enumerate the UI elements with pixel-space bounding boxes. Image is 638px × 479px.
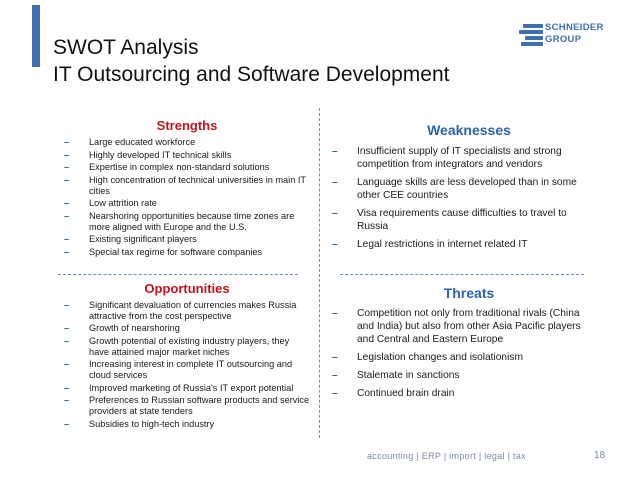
opportunities-item-text: Increasing interest in complete IT outsourcing and cloud services xyxy=(89,359,293,380)
title-line-1: SWOT Analysis xyxy=(53,36,199,59)
opportunities-item-text: Growth of nearshoring xyxy=(89,323,180,334)
strengths-item xyxy=(64,247,310,258)
bullet-dash-icon: – xyxy=(64,418,70,429)
threats-heading: Threats xyxy=(443,285,495,301)
opportunities-item xyxy=(64,336,310,357)
threats-item-text: Legislation changes and isolationism xyxy=(357,352,523,363)
opportunities-quadrant xyxy=(64,281,310,431)
opportunities-item-text: Significant devaluation of currencies makes Russia attractive from the cost perspective xyxy=(89,300,297,321)
opportunities-list xyxy=(64,300,310,429)
strengths-item-text: Expertise in complex non-standard solutions xyxy=(89,162,270,173)
title-accent-bar xyxy=(32,5,40,67)
strengths-item xyxy=(64,234,310,245)
opportunities-item xyxy=(64,419,310,430)
weaknesses-item xyxy=(332,145,592,171)
logo-line-2: GROUP xyxy=(545,34,582,45)
opportunities-item-text: Subsidies to high-tech industry xyxy=(89,418,215,429)
bullet-dash-icon: – xyxy=(64,395,70,406)
bullet-dash-icon: – xyxy=(332,146,338,157)
opportunities-item xyxy=(64,359,310,380)
opportunities-item-text: Improved marketing of Russia's IT export potential xyxy=(89,382,294,393)
strengths-item-text: Highly developed IT technical skills xyxy=(89,149,232,160)
bullet-dash-icon: – xyxy=(64,234,70,245)
opportunities-item-text: Preferences to Russian software products and service providers at state tenders xyxy=(89,395,310,416)
bullet-dash-icon: – xyxy=(64,175,70,186)
bullet-dash-icon: – xyxy=(332,308,338,319)
opportunities-item xyxy=(64,383,310,394)
weaknesses-item xyxy=(332,176,592,202)
strengths-item xyxy=(64,137,310,148)
threats-item xyxy=(332,387,592,400)
threats-quadrant xyxy=(332,285,592,405)
bullet-dash-icon: – xyxy=(64,323,70,334)
bullet-dash-icon: – xyxy=(64,162,70,173)
strengths-item-text: Low attrition rate xyxy=(89,198,157,209)
weaknesses-item-text: Insufficient supply of IT specialists and strong competition from integrators and vendors xyxy=(357,146,562,170)
weaknesses-item xyxy=(332,207,592,233)
logo-mark-icon xyxy=(517,24,543,46)
bullet-dash-icon: – xyxy=(332,352,338,363)
strengths-item-text: Existing significant players xyxy=(89,234,197,245)
opportunities-item xyxy=(64,300,310,321)
opportunities-item-text: Growth potential of existing industry players, they have attained major market niches xyxy=(89,335,290,357)
bullet-dash-icon: – xyxy=(64,335,70,346)
bullet-dash-icon: – xyxy=(64,300,70,310)
weaknesses-item-text: Visa requirements cause difficulties to travel to Russia xyxy=(357,208,567,232)
footer-nav-text: accounting | ERP | import | legal | tax xyxy=(367,451,526,461)
strengths-item xyxy=(64,211,310,232)
threats-item-text: Continued brain drain xyxy=(357,388,455,399)
title-line-2: IT Outsourcing and Software Development xyxy=(53,63,450,86)
threats-item xyxy=(332,369,592,382)
bullet-dash-icon: – xyxy=(332,239,338,250)
weaknesses-quadrant xyxy=(332,122,592,256)
strengths-item-text: Nearshoring opportunities because time zones are more aligned with Europe and the U.S. xyxy=(89,211,295,232)
quadrant-divider-right xyxy=(340,274,584,275)
slide-title xyxy=(53,34,450,88)
bullet-dash-icon: – xyxy=(64,137,70,147)
quadrant-divider-vertical xyxy=(319,108,320,438)
threats-item-text: Competition not only from traditional rivals (China and India) but also from other Asia Pacific players and Central and Eastern Europe xyxy=(357,308,581,345)
threats-list xyxy=(332,307,592,400)
weaknesses-item xyxy=(332,238,592,251)
logo-wordmark xyxy=(545,22,604,46)
strengths-item-text: Large educated workforce xyxy=(89,137,196,147)
weaknesses-list xyxy=(332,145,592,251)
strengths-item-text: Special tax regime for software companies xyxy=(89,247,263,257)
threats-item-text: Stalemate in sanctions xyxy=(357,370,460,381)
strengths-item xyxy=(64,162,310,173)
bullet-dash-icon: – xyxy=(332,388,338,399)
opportunities-heading: Opportunities xyxy=(144,281,230,296)
page-number: 18 xyxy=(594,450,606,461)
bullet-dash-icon: – xyxy=(332,177,338,188)
schneider-group-logo xyxy=(517,22,617,52)
strengths-item xyxy=(64,198,310,209)
bullet-dash-icon: – xyxy=(64,382,70,393)
bullet-dash-icon: – xyxy=(64,198,70,209)
bullet-dash-icon: – xyxy=(332,370,338,381)
strengths-item xyxy=(64,150,310,161)
bullet-dash-icon: – xyxy=(64,211,70,222)
bullet-dash-icon: – xyxy=(64,247,70,257)
weaknesses-item-text: Legal restrictions in internet related IT xyxy=(357,239,528,250)
logo-line-1: SCHNEIDER xyxy=(545,22,604,33)
weaknesses-item-text: Language skills are less developed than in some other CEE countries xyxy=(357,177,577,201)
bullet-dash-icon: – xyxy=(332,208,338,219)
strengths-heading: Strengths xyxy=(156,118,218,133)
bullet-dash-icon: – xyxy=(64,149,70,160)
bullet-dash-icon: – xyxy=(64,359,70,370)
weaknesses-heading: Weaknesses xyxy=(427,122,511,138)
strengths-item xyxy=(64,175,310,196)
quadrant-divider-left xyxy=(58,274,298,275)
strengths-quadrant xyxy=(64,118,310,260)
threats-item xyxy=(332,307,592,346)
opportunities-item xyxy=(64,395,310,416)
strengths-list xyxy=(64,137,310,258)
opportunities-item xyxy=(64,323,310,334)
strengths-item-text: High concentration of technical universities in main IT cities xyxy=(89,175,306,196)
threats-item xyxy=(332,351,592,364)
